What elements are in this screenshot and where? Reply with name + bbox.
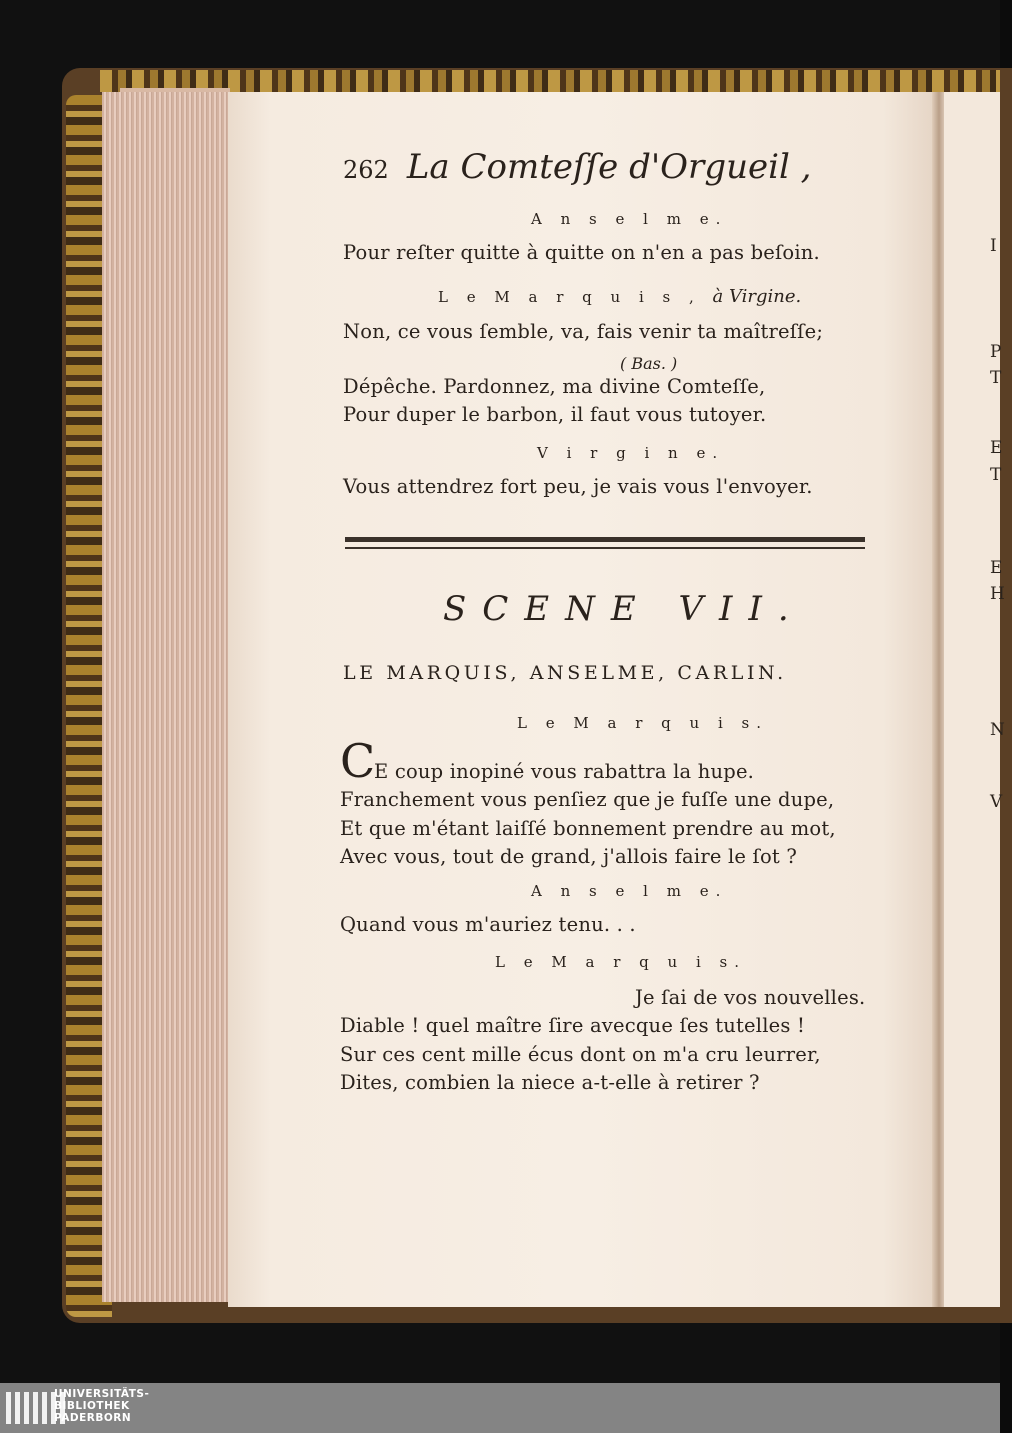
left-page [228, 92, 940, 1307]
right-page-letter: I [990, 236, 997, 256]
right-page-letter: H [990, 584, 1005, 604]
speaker-label: L e M a r q u i s. [495, 953, 746, 971]
verse-line: Pour reſter quitte à quitte on n'en a pas beſoin. [343, 241, 820, 264]
speaker-label: A n s e l m e. [531, 882, 728, 900]
right-page-letter: N [990, 720, 1005, 740]
library-name-line: BIBLIOTHEK [54, 1400, 130, 1412]
verse-line: Et que m'étant laiſſé bonnement prendre au mot, [340, 817, 836, 840]
scene-heading: SCENE VII. [443, 589, 805, 629]
verse-line: Diable ! quel maître ſire avecque ſes tutelles ! [340, 1014, 806, 1037]
stage-direction: à Virgine. [712, 286, 802, 307]
library-name-line: UNIVERSITÄTS- [54, 1388, 150, 1400]
verse-line: E coup inopiné vous rabattra la hupe. [374, 760, 755, 783]
verse-line: Quand vous m'auriez tenu. . . [340, 913, 636, 936]
cast-list: LE MARQUIS, ANSELME, CARLIN. [343, 662, 787, 684]
verse-line: Je ſai de vos nouvelles. [635, 986, 866, 1009]
gilt-top-edge [100, 70, 1000, 92]
speaker-name: L e M a r q u i s , [438, 288, 701, 306]
verse-line: Franchement vous penſiez que je fuſſe une dupe, [340, 788, 835, 811]
verse-line: Non, ce vous ſemble, va, fais venir ta maîtreſſe; [343, 320, 824, 343]
stage-direction: ( Bas. ) [620, 354, 678, 373]
verse-line: Avec vous, tout de grand, j'allois faire le ſot ? [340, 845, 797, 868]
drop-cap: C [340, 734, 376, 788]
right-page-letter: E [990, 558, 1003, 578]
right-page-edge [944, 92, 1005, 1307]
running-head [343, 147, 812, 187]
right-page-letter: V [990, 792, 1003, 812]
section-rule [345, 537, 865, 542]
right-page-letter: P [990, 342, 1002, 362]
library-name [54, 1388, 149, 1424]
speaker-label [438, 288, 801, 306]
speaker-label: V i r g i n e. [537, 444, 725, 462]
right-page-letter: T [990, 368, 1002, 388]
verse-line: Sur ces cent mille écus dont on m'a cru leurrer, [340, 1043, 821, 1066]
page-number: 262 [343, 156, 389, 184]
verse-line: Pour duper le barbon, il faut vous tutoyer. [343, 403, 767, 426]
section-rule [345, 547, 865, 549]
verse-line: Vous attendrez fort peu, je vais vous l'envoyer. [343, 475, 813, 498]
right-page-letter: T [990, 465, 1002, 485]
library-footer [0, 1383, 1000, 1433]
verse-line: Dites, combien la niece a-t-elle à retirer ? [340, 1071, 760, 1094]
verse-line: Dépêche. Pardonnez, ma divine Comteſſe, [343, 375, 766, 398]
page-edges [102, 92, 242, 1302]
right-page-letter: E [990, 438, 1003, 458]
speaker-label: A n s e l m e. [531, 210, 728, 228]
speaker-label: L e M a r q u i s. [517, 714, 768, 732]
running-title: La Comteſſe d'Orgueil , [406, 147, 812, 187]
library-name-line: PADERBORN [54, 1412, 132, 1424]
